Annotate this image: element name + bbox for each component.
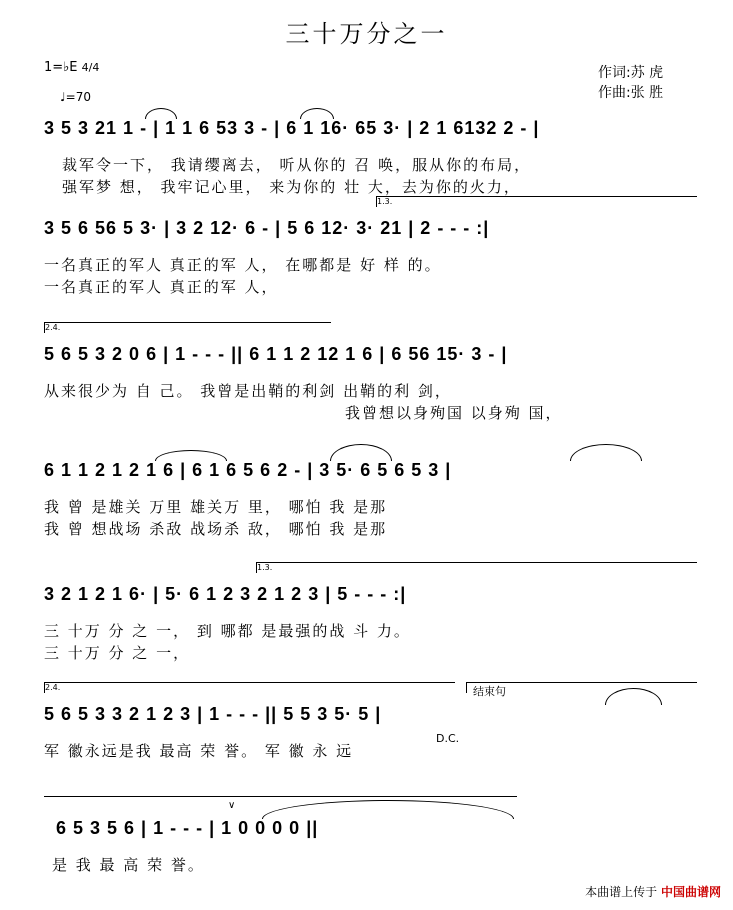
volta-bracket: 1.3.	[376, 196, 697, 207]
lyric-line-1: 裁军令一下， 我请缨离去， 听从你的 召 唤，服从你的布局，	[62, 156, 532, 174]
notation-line: 3 2 1 2 1 6· | 5· 6 1 2 3 2 1 2 3 | 5 - - - :|	[44, 584, 407, 604]
notation-line: 6 5 3 5 6 | 1 - - - | 1 0 0 0 0 ||	[56, 818, 319, 838]
lyric-line-2: 我曾想以身殉国 以身殉 国，	[345, 404, 563, 422]
notation-line: 5 6 5 3 3 2 1 2 3 | 1 - - - || 5 5 3 5· 5 |	[44, 704, 382, 724]
continuation-line	[44, 796, 517, 797]
volta-bracket: 1.3.	[256, 562, 697, 573]
lyric-line-1: 我 曾 是雄关 万里 雄关万 里， 哪怕 我 是那	[44, 498, 388, 516]
lyric-line-1: 军 徽永远是我 最高 荣 誉。 军 徽 永 远	[44, 742, 354, 760]
notation-line: 3 5 3 21 1 - | 1 1 6 53 3 - | 6 1 16· 65 3· | 2 1 6132 2 - |	[44, 118, 540, 138]
lyric-line-1: 是 我 最 高 荣 誉。	[52, 856, 205, 874]
tempo-marking: ♩=70	[60, 90, 91, 104]
composer-credit: 作曲:张 胜	[598, 85, 664, 101]
lyricist-credit: 作词:苏 虎	[598, 65, 664, 81]
notation-line: 6 1 1 2 1 2 1 6 | 6 1 6 5 6 2 - | 3 5· 6 5 6 5 3 |	[44, 460, 452, 480]
notation-line: 5 6 5 3 2 0 6 | 1 - - - || 6 1 1 2 12 1 6 | 6 56 15· 3 - |	[44, 344, 508, 364]
lyric-line-2: 三 十万 分 之 一，	[44, 644, 191, 662]
coda-bracket: 结束句	[466, 682, 697, 693]
upload-footer: 本曲谱上传于 中国曲谱网	[585, 885, 721, 899]
slur	[145, 108, 177, 119]
slur	[300, 108, 334, 119]
tie	[262, 800, 514, 819]
dc-marking: D.C.	[436, 732, 460, 745]
song-title: 三十万分之一	[285, 20, 448, 48]
slur	[330, 444, 392, 461]
volta-bracket: 2.4.	[44, 682, 455, 693]
lyric-line-1: 三 十万 分 之 一， 到 哪都 是最强的战 斗 力。	[44, 622, 411, 640]
notation-line: 3 5 6 56 5 3· | 3 2 12· 6 - | 5 6 12· 3· 21 | 2 - - - :|	[44, 218, 490, 238]
breath-mark: ∨	[228, 800, 236, 811]
lyric-line-1: 从来很少为 自 己。 我曾是出鞘的利剑 出鞘的利 剑，	[44, 382, 452, 400]
lyric-line-2: 一名真正的军人 真正的军 人，	[44, 278, 279, 296]
site-logo[interactable]: 中国曲谱网	[660, 885, 721, 899]
slur	[570, 444, 642, 461]
key-signature: 1=♭E 4/4	[44, 60, 100, 75]
lyric-line-1: 一名真正的军人 真正的军 人， 在哪都是 好 样 的。	[44, 256, 442, 274]
lyric-line-2: 我 曾 想战场 杀敌 战场杀 敌， 哪怕 我 是那	[44, 520, 388, 538]
lyric-line-2: 强军梦 想， 我牢记心里， 来为你的 壮 大，去为你的火力，	[62, 178, 521, 196]
volta-bracket: 2.4.	[44, 322, 331, 333]
